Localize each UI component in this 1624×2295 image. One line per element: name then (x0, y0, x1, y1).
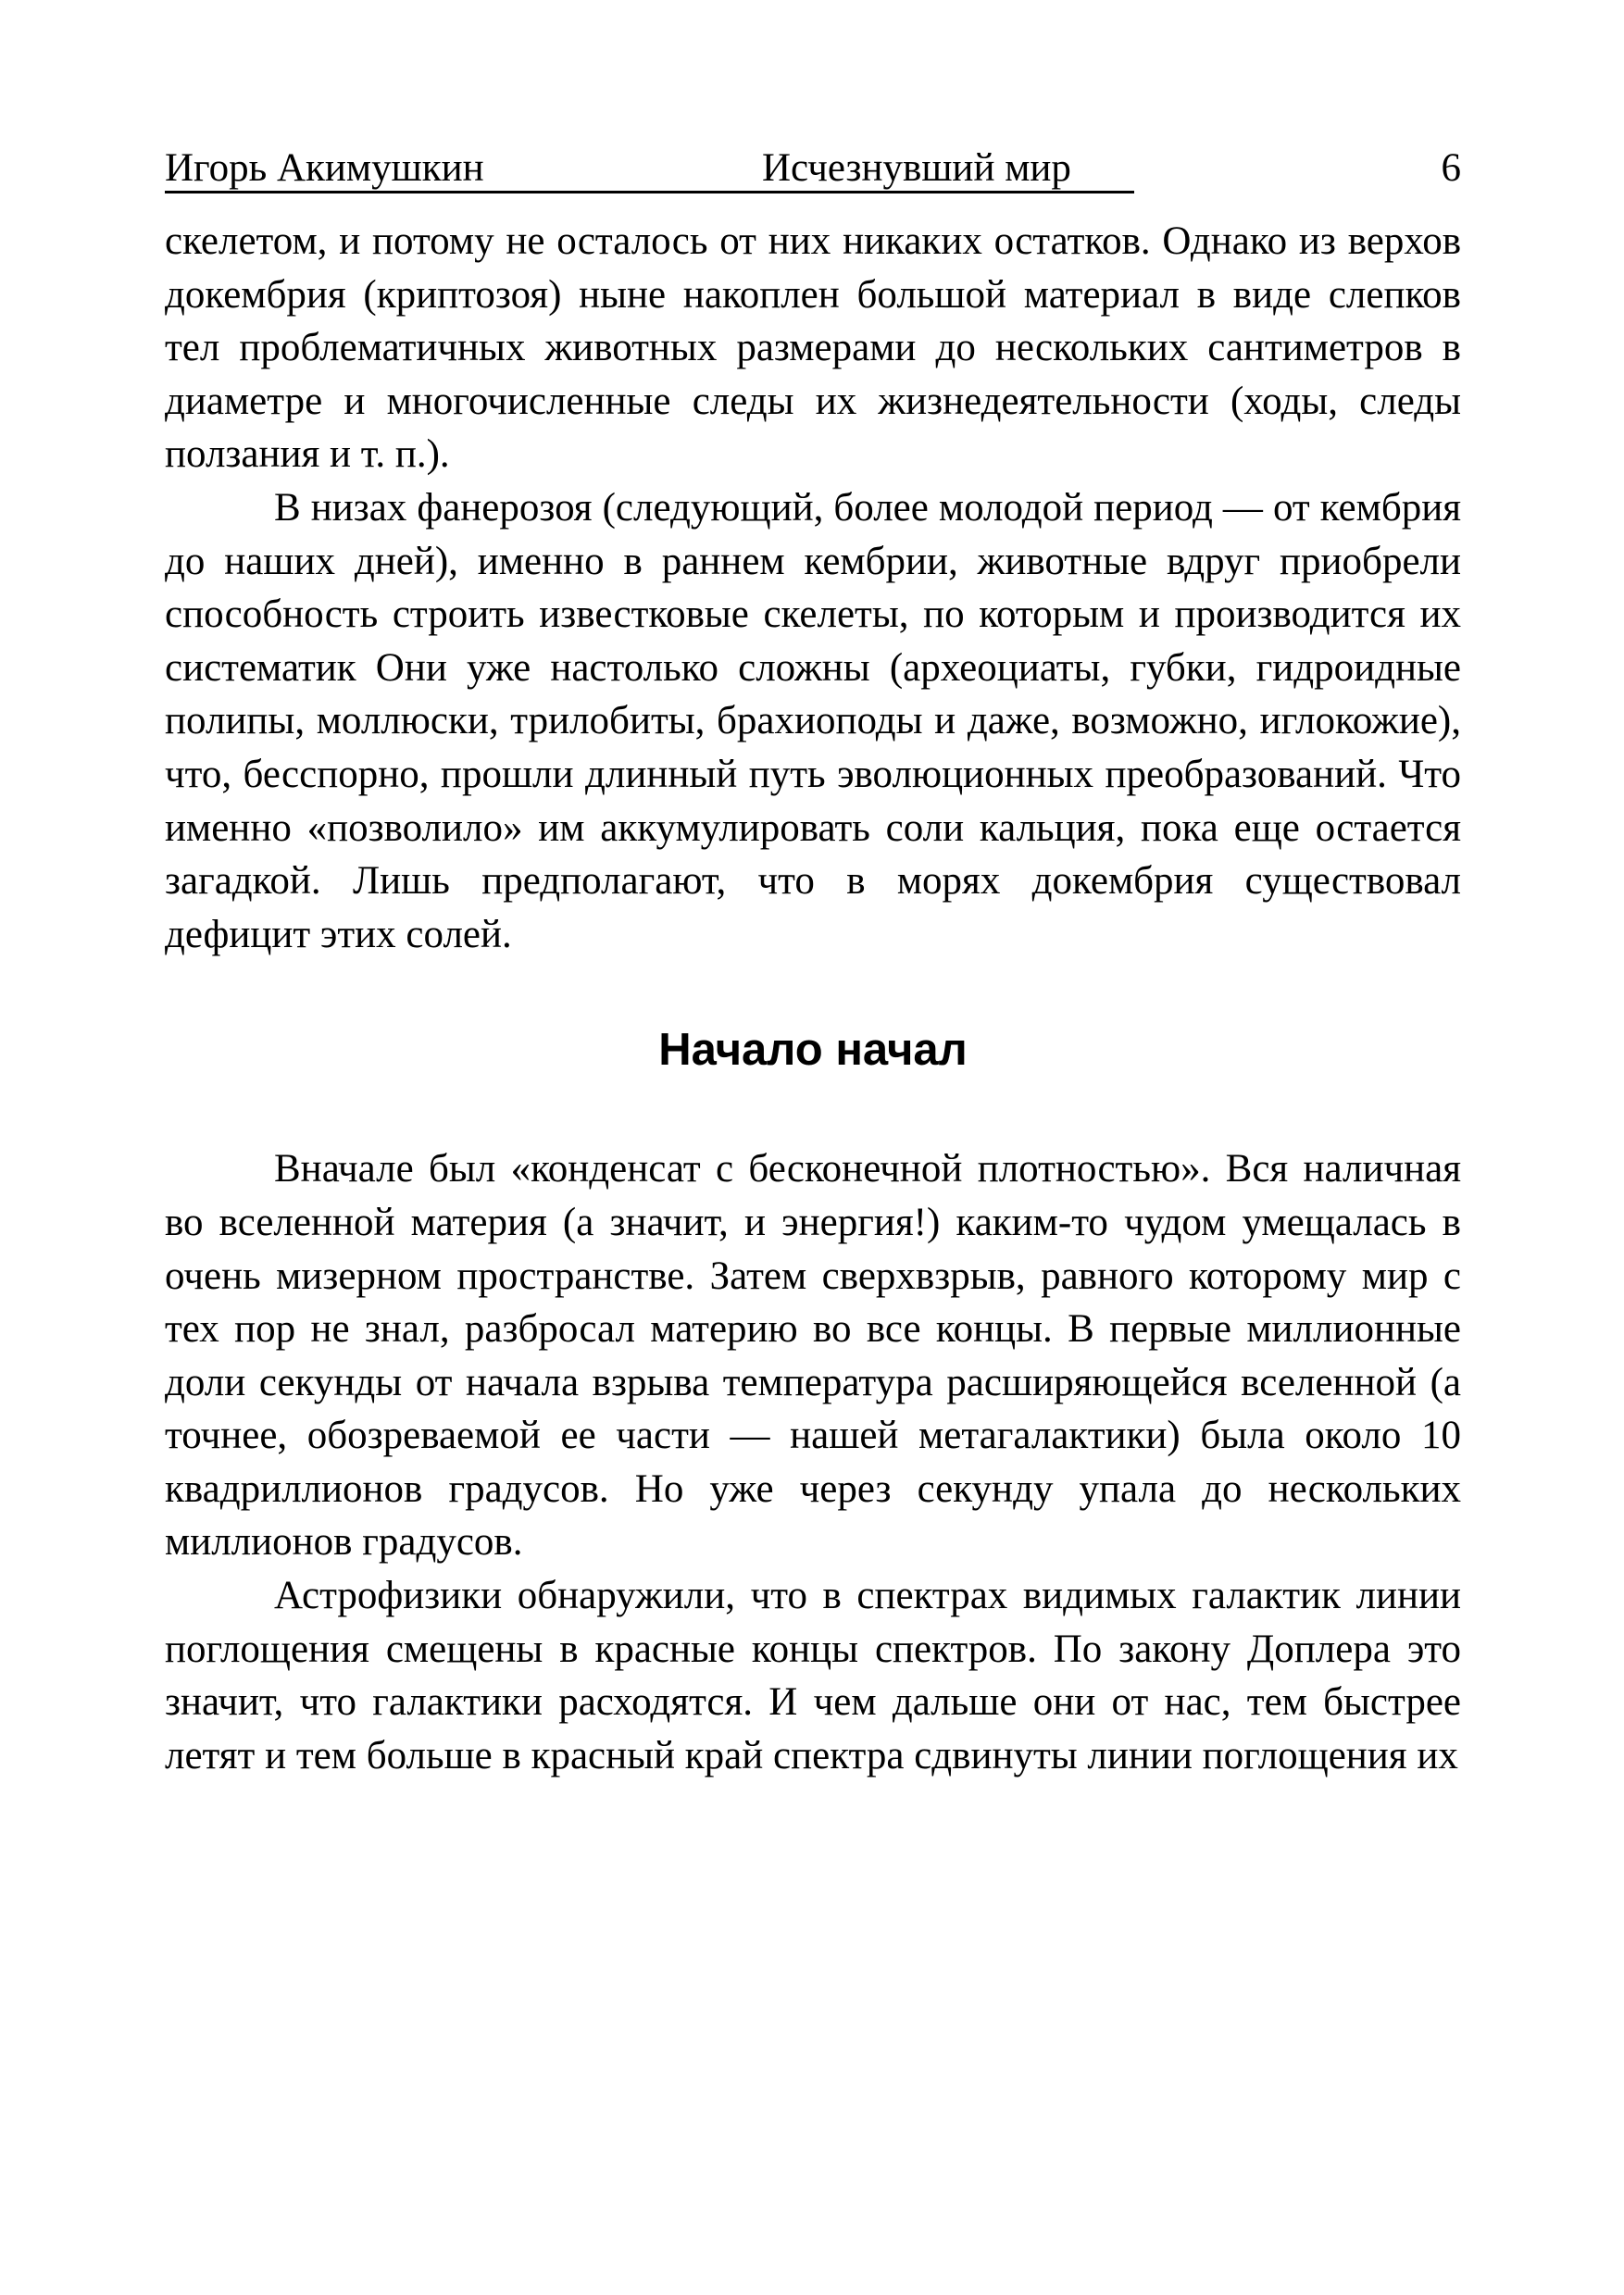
paragraph-redshift: Астрофизики обнаружили, что в спектрах видимых галактик линии поглощения смещены в красные концы спектров. По закону Доплера это значит, что галактики расходятся. И чем дальше они от нас, тем быстрее летят и тем больше в красный край спектра сдвинуты линии поглощения их (165, 1574, 1461, 1777)
section-heading: Начало начал (658, 1025, 968, 1076)
paragraph-big-bang: Вначале был «конденсат с бесконечной плотностью». Вся наличная во вселенной материя (а значит, и энергия!) каким-то чудом умещалась в очень мизерном пространстве. Затем сверхвзрыв, равного которому мир с тех пор не знал, разбросал материю во все концы. В первые миллионные доли секунды от начала взрыва температура расширяющейся вселенной (а точнее, обозреваемой ее части — нашей метагалактики) была около 10 квадриллионов градусов. Но уже через секунду упала до нескольких миллионов градусов. (165, 1147, 1461, 1565)
body-text (165, 215, 1461, 1782)
header-author: Игорь Акимушкин (165, 146, 484, 190)
running-header (165, 141, 1461, 196)
page-number: 6 (1441, 146, 1461, 190)
paragraph-continuation: скелетом, и потому не осталось от них никаких остатков. Однако из верхов докембрия (криптозоя) ныне накоплен большой материал в виде слепков тел проблематичных животных размерами до нескольких сантиметров в диаметре и многочисленные следы их жизнедеятельности (ходы, следы ползания и т. п.). (165, 219, 1461, 477)
header-book-title: Исчезнувший мир (762, 146, 1071, 190)
header-underline (165, 191, 1134, 193)
paragraph-phanerozoic: В низах фанерозоя (следующий, более молодой период — от кембрия до наших дней), именно в раннем кембрии, животные вдруг приобрели способность строить известковые скелеты, по которым и производится их систематик Они уже настолько сложны (археоциаты, губки, гидроидные полипы, моллюски, трилобиты, брахиоподы и даже, возможно, иглокожие), что, бесспорно, прошли длинный путь эволюционных преобразований. Что именно «позволило» им аккумулировать соли кальция, пока еще остается загадкой. Лишь предполагают, что в морях докембрия существовал дефицит этих солей. (165, 485, 1461, 956)
